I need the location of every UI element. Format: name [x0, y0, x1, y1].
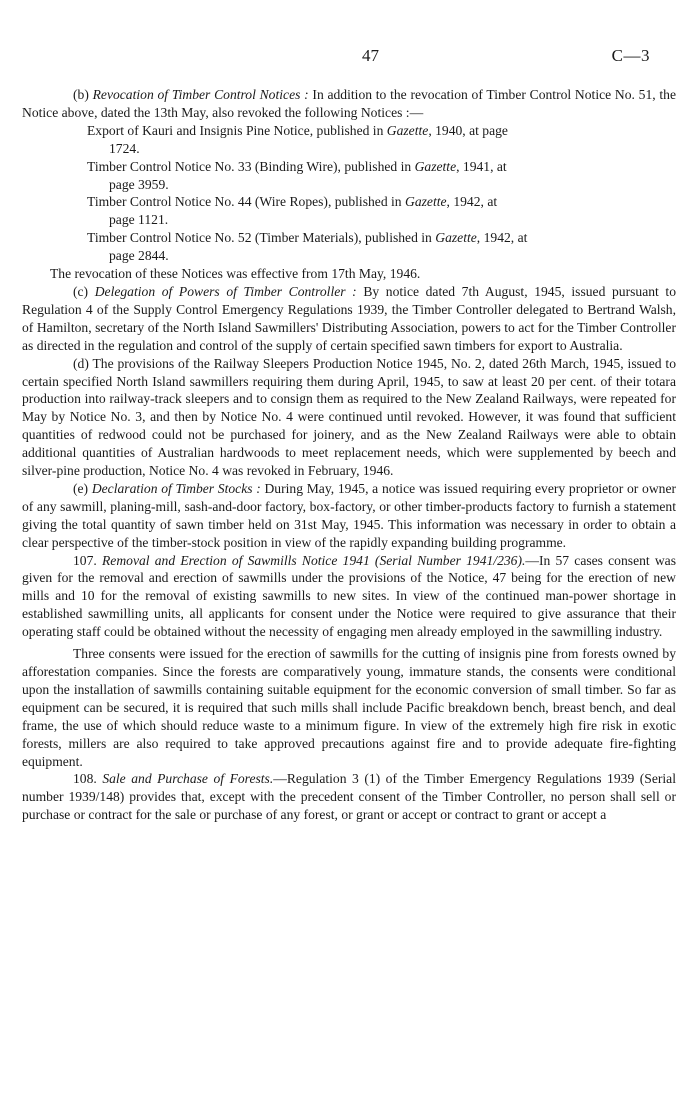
heading-declaration: Declaration of Timber Stocks : [91, 480, 261, 496]
paragraph-d: (d) The provisions of the Railway Sleepers Production Notice 1945, No. 2, dated 26th March, 1945, issued to certain specified North Island sawmillers requiring them during April, 1945, to saw at least 20 per cent. of their totara production into railway-track sleepers and to consign them as required to the New Zealand Railways, were repeated for May by Notice No. 3, and then by Notice No. 4 were continued until revoked. However, it was found that sufficient quantities of redwood could not be purchased for joinery, and as the New Zealand Railways were able to obtain additional quantities of Australian hardwoods to meet replacement needs, which were supplemented by beech and silver-pine production, Notice No. 4 was revoked in February, 1946. [22, 355, 676, 479]
heading-revocation: Revocation of Timber Control Notices : [92, 87, 309, 102]
paragraph-consents: Three consents were issued for the erection of sawmills for the cutting of insignis pine from forests owned by afforestation companies. Since the forests are comparatively young, immature stands, the consents were conditional upon the installation of sawmills containing suitable equipment for the economic conversion of small timber. So far as equipment can be secured, it is required that such mills shall include Pacific breakdown bench, breast bench, and deal frame, the use of which should reduce waste to a minimum figure. In view of the extremely high fire risk in exotic forests, millers are also required to take approved precautions against fire and to provide adequate fire-fighting equipment. [22, 646, 676, 769]
notice-item: Timber Control Notice No. 52 (Timber Materials), published in Gazette, 1942, at page 2844. [87, 230, 528, 264]
heading-sale: Sale and Purchase of Forests. [102, 771, 274, 787]
paragraph-c: (c) Delegation of Powers of Timber Controller : By notice dated 7th August, 1945, issued pursuant to Regulation 4 of the Supply Control Emergency Regulations 1939, the Timber Controller delegated to Bertrand Walsh, of Hamilton, secretary of the North Island Sawmillers' Distributing Association, powers to act for the Timber Controller as directed in the regulation and control of the supply of certain specified sawn timbers for export to Australia. [22, 283, 677, 353]
heading-removal: Removal and Erection of Sawmills Notice 1941 (Serial Number 1941/236). [102, 552, 526, 568]
revocation-effective: The revocation of these Notices was effective from 17th May, 1946. [50, 266, 421, 282]
report-code: C—3 [611, 46, 650, 65]
heading-delegation: Delegation of Powers of Timber Controller : [94, 283, 357, 299]
paragraph-e: (e) Declaration of Timber Stocks : During May, 1945, a notice was issued requiring every proprietor or owner of any sawmill, planing-mill, sash-and-door factory, box-factory, or other timber-products factory to furnish a statement giving the total quantity of sawn timber held on 31st May, 1945. This information was necessary in order to obtain a clear perspective of the timber-stock position in view of the rapidly expanding building programme. [22, 480, 676, 550]
page-number: 47 [362, 46, 379, 65]
paragraph-107: 107. Removal and Erection of Sawmills Notice 1941 (Serial Number 1941/236).—In 57 cases consent was given for the removal and erection of sawmills under the provisions of the Notice, 47 being for the erection of new mills and 10 for the removal of existing sawmills to new sites. In view of the continued man-power shortage in established sawmilling units, all applicants for consent under the Notice were required to give assurance that their operating staff could be obtained without the necessity of engaging men already employed in the sawmilling industry. [22, 552, 677, 640]
paragraph-b: (b) Revocation of Timber Control Notices : In addition to the revocation of Timber Control Notice No. 51, the Notice above, dated the 13th May, also revoked the following Notices :— [22, 87, 676, 120]
notice-item: Timber Control Notice No. 44 (Wire Ropes), published in Gazette, 1942, at page 1121. [87, 194, 498, 228]
notice-item: Timber Control Notice No. 33 (Binding Wire), published in Gazette, 1941, at page 3959. [87, 158, 507, 192]
paragraph-108: 108. Sale and Purchase of Forests.—Regulation 3 (1) of the Timber Emergency Regulations 1939 (Serial number 1939/148) provides that, except with the precedent consent of the Timber Controller, no person shall sell or purchase or contract for the sale or purchase of any forest, or grant or accept or contract to grant or accept a [22, 771, 676, 823]
notice-item: Export of Kauri and Insignis Pine Notice, published in Gazette, 1940, at page 1724. [87, 122, 508, 156]
document-body [22, 86, 676, 824]
